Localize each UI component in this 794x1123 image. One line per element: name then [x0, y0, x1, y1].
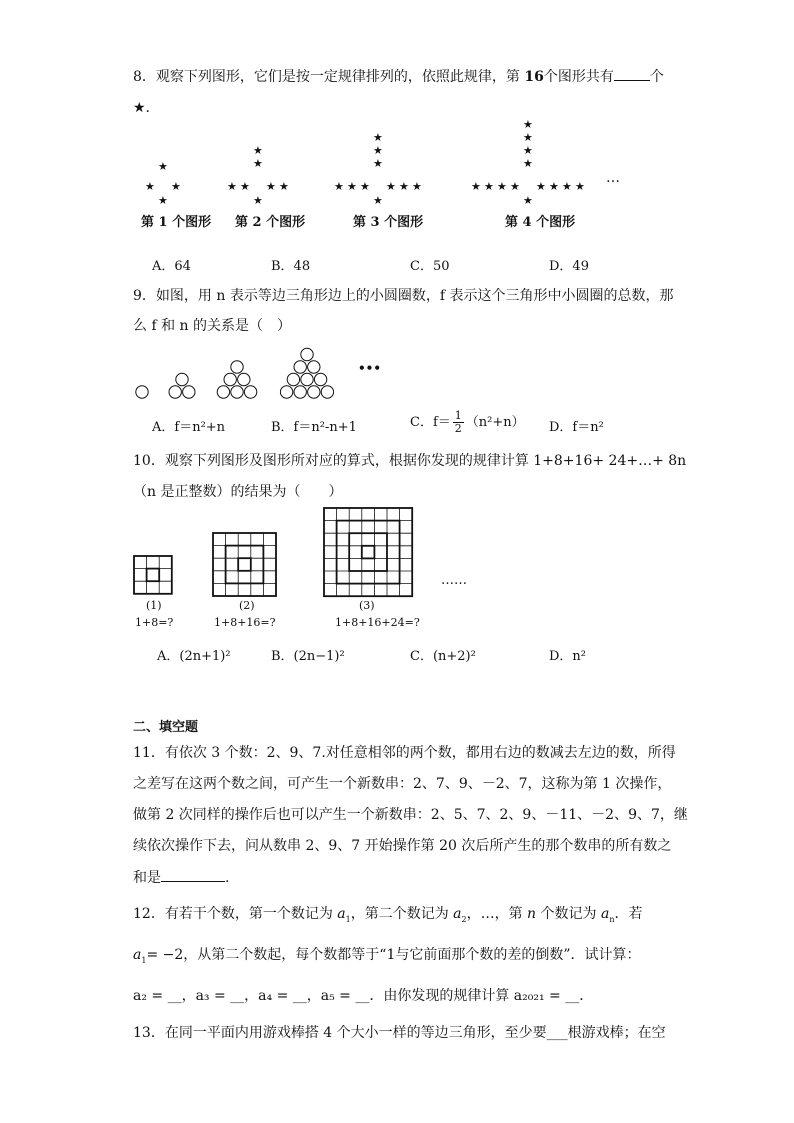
star-icon: ★ [549, 180, 559, 193]
star-icon: ★ [523, 194, 533, 207]
small-circle [183, 386, 195, 398]
small-circle [136, 386, 148, 398]
star-icon: ★ [497, 180, 507, 193]
small-circle [238, 373, 250, 385]
q11-line2: 之差写在这两个数之间，可产生一个新数串：2、7、9、－2、7，这称为第 1 次操作， [133, 776, 672, 792]
star-icon: ★ [158, 194, 168, 207]
star-icon: ★ [373, 194, 383, 207]
small-circle [231, 386, 243, 398]
star-icon: ★ [334, 180, 344, 193]
star-icon: ★ [240, 180, 250, 193]
star-icon: ★ [158, 160, 168, 173]
small-circle [217, 386, 229, 398]
fraction-denominator: 2 [454, 422, 462, 435]
grid-square [362, 546, 375, 559]
star-icon: ★ [399, 180, 409, 193]
q12-line2-a: = −2 [146, 947, 184, 963]
grid-square [337, 521, 400, 584]
fraction-numerator: 1 [454, 409, 462, 422]
q10-formula-3: 1+8+16+24=? [335, 616, 420, 629]
q12-line1-a: 12．有若干个数，第一个数记为 [133, 906, 333, 922]
q9-option-c[interactable] [410, 410, 525, 435]
q8-text-c: 个 [649, 69, 664, 85]
small-circle [321, 386, 333, 398]
star-icon: ★ [412, 180, 422, 193]
small-circle [301, 348, 313, 360]
q11-line4: 续依次操作下去，问从数串 2、9、7 开始操作第 20 次后所产生的那个数串的所有数之 [133, 838, 672, 854]
star-icon: ★ [279, 180, 289, 193]
q9-stem-line1: 9．如图，用 n 表示等边三角形边上的小圆圈数，f 表示这个三角形中小圆圈的总数，那 [133, 288, 674, 304]
q8-stem-line2: ★. [133, 100, 151, 116]
small-circle [308, 386, 320, 398]
star-icon: ★ [536, 180, 546, 193]
q11-line3: 做第 2 次同样的操作后也可以产生一个新数串：2、5、7、2、9、－11、－2、9、7，继 [133, 807, 688, 823]
q12-line1-d: 个数记为 [540, 906, 597, 922]
q9-option-d[interactable]: D．f＝n² [549, 420, 604, 435]
small-circle [280, 386, 292, 398]
q8-bold-number: 16 [524, 69, 544, 85]
q9-stem-line2: 么 f 和 n 的关系是（ ） [133, 318, 291, 334]
q9-option-b[interactable]: B．f＝n²-n+1 [271, 420, 357, 435]
q10-option-b[interactable]: B．(2n−1)² [271, 649, 345, 664]
q8-stem-line1 [133, 66, 664, 87]
small-circle [176, 373, 188, 385]
q11-answer-blank[interactable] [161, 867, 225, 882]
q8-option-b[interactable]: B．48 [271, 259, 311, 274]
q13-line1: 13．在同一平面内用游戏棒搭 4 个大小一样的等边三角形，至少要___根游戏棒；在空 [133, 1025, 666, 1041]
q12-line1-b: ，第二个数记为 [350, 906, 449, 922]
small-circle [169, 386, 181, 398]
small-circle [244, 386, 256, 398]
q10-label-2: (2) [239, 599, 255, 612]
q8-option-d[interactable]: D．49 [549, 259, 589, 274]
q11-line5-suffix: . [225, 870, 230, 886]
q8-number: 8． [133, 69, 156, 85]
grid-square [147, 569, 160, 582]
star-icon: ★ [386, 180, 396, 193]
grid-square [349, 533, 387, 571]
star-icon: ★ [360, 180, 370, 193]
small-circle [308, 361, 320, 373]
q8-caption-2: 第 2 个图形 [235, 215, 306, 230]
star-icon: ★ [227, 180, 237, 193]
star-icon: ★ [253, 144, 263, 157]
q10-option-a[interactable]: A．(2n+1)² [157, 649, 231, 664]
q10-stem-line2: （n 是正整数）的结果为（ ） [133, 484, 343, 500]
q10-option-c[interactable]: C．(n+2)² [410, 649, 476, 664]
star-icon: ★ [373, 144, 383, 157]
star-icon: ★ [523, 157, 533, 170]
q11-line1: 11．有依次 3 个数：2、9、7.对任意相邻的两个数，都用右边的数减去左边的数，所得 [133, 745, 676, 761]
grid-square [213, 533, 276, 596]
q12-line1-e: ．若 [614, 906, 643, 922]
q8-option-c[interactable]: C．50 [410, 259, 450, 274]
q8-text-b: 个图形共有 [543, 69, 614, 85]
star-icon: ★ [253, 194, 263, 207]
small-circle [287, 373, 299, 385]
star-icon: ★ [562, 180, 572, 193]
q12-line1: 12．有若干个数，第一个数记为 $a_1$，第二个数记为 $a_2$，…，第 n 个数记为 $a_n$．若 [133, 906, 643, 924]
q10-ellipsis: …… [441, 573, 467, 588]
small-circle [224, 373, 236, 385]
q9-option-a[interactable]: A．f＝n²+n [152, 420, 226, 435]
q10-square-grids [0, 505, 794, 605]
q9-circle-triangles [0, 345, 794, 405]
star-icon: ★ [523, 118, 533, 131]
q10-formula-1: 1+8=? [135, 616, 174, 629]
star-icon: ★ [253, 157, 263, 170]
q10-option-d[interactable]: D．n² [549, 649, 587, 664]
star-icon: ★ [171, 180, 181, 193]
q10-label-1: (1) [146, 599, 162, 612]
q8-caption-1: 第 1 个图形 [141, 215, 212, 230]
star-icon: ★ [575, 180, 585, 193]
star-icon: ★ [266, 180, 276, 193]
star-icon: ★ [347, 180, 357, 193]
small-circle [231, 361, 243, 373]
grid-square [226, 546, 264, 584]
q8-text-a: 观察下列图形，它们是按一定规律排列的，依照此规律，第 [155, 69, 520, 85]
q10-label-3: (3) [359, 599, 375, 612]
grid-square [134, 556, 172, 594]
q10-formula-2: 1+8+16=? [214, 616, 276, 629]
star-icon: ★ [484, 180, 494, 193]
q8-caption-4: 第 4 个图形 [505, 215, 576, 230]
q8-option-a[interactable]: A．64 [152, 259, 191, 274]
q12-line3: a₂ = __，a₃ = __，a₄ = __，a₅ = __．由你发现的规律计算 a₂₀₂₁ = __． [133, 988, 594, 1004]
q11-line5 [133, 867, 229, 888]
small-circle [314, 373, 326, 385]
q9-option-c-fraction [453, 410, 464, 435]
small-circle [301, 373, 313, 385]
q11-line5-prefix: 和是 [133, 870, 161, 886]
star-icon: ★ [145, 180, 155, 193]
q8-ellipsis: … [606, 170, 620, 186]
section-title: 二、填空题 [133, 720, 199, 735]
q12-line1-c: ，…，第 [466, 906, 523, 922]
q9-option-c-prefix: C．f＝ [410, 415, 451, 430]
small-circle [294, 386, 306, 398]
q8-answer-blank[interactable] [614, 66, 650, 81]
q12-line2-b: ，从第二个数起，每个数都等于“1与它前面那个数的差的倒数”．试计算： [183, 947, 641, 963]
q8-caption-3: 第 3 个图形 [353, 215, 424, 230]
star-icon: ★ [373, 131, 383, 144]
q9-option-c-suffix: （n²+n） [465, 415, 525, 430]
small-circle [294, 361, 306, 373]
star-icon: ★ [373, 157, 383, 170]
q9-ellipsis: ••• [358, 361, 382, 375]
star-icon: ★ [471, 180, 481, 193]
grid-square [238, 558, 251, 571]
star-icon: ★ [523, 144, 533, 157]
star-icon: ★ [523, 131, 533, 144]
q12-line2: $a_1= -2$，从第二个数起，每个数都等于“1与它前面那个数的差的倒数”．试计算： [133, 947, 641, 965]
star-icon: ★ [510, 180, 520, 193]
q10-stem-line1: 10．观察下列图形及图形所对应的算式，根据你发现的规律计算 1+8+16+ 24+…+ 8n [133, 453, 687, 469]
